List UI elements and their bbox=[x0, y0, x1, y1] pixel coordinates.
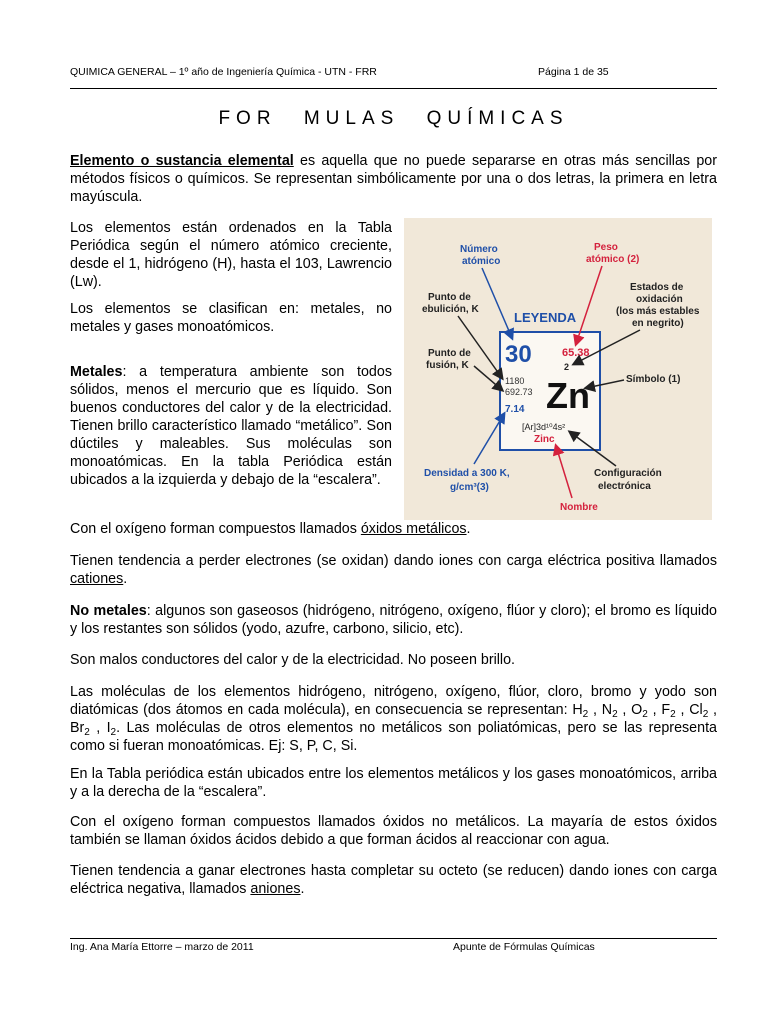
label-ebulicion: ebulición, K bbox=[422, 304, 479, 315]
term-no-metales: No metales bbox=[70, 603, 147, 619]
formula-o2: $O_2$ bbox=[631, 702, 648, 720]
label-atomico: atómico bbox=[462, 256, 501, 267]
footer-document-title: Apunte de Fórmulas Químicas bbox=[453, 941, 595, 953]
header-page-number: Página 1 de 35 bbox=[538, 66, 609, 78]
label-simbolo: Símbolo (1) bbox=[626, 374, 681, 385]
label-peso-atomico: atómico (2) bbox=[586, 254, 640, 265]
paragraph-conductores: Son malos conductores del calor y de la electricidad. No poseen brillo. bbox=[70, 652, 516, 668]
formula-cl2: $Cl_2$ bbox=[689, 702, 709, 720]
electron-config: [Ar]3d¹⁰4s² bbox=[522, 422, 566, 432]
term-cationes: cationes bbox=[70, 571, 124, 587]
density-value: 7.14 bbox=[505, 404, 525, 415]
periodic-legend-figure bbox=[404, 218, 712, 520]
paragraph-no-metales: No metales: algunos son gaseosos (hidrógeno, nitrógeno, oxígeno, flúor y cloro); el bromo es líquido y los restantes son sólidos (yodo, azufre, carbono, silicio, etc). bbox=[70, 603, 718, 637]
label-gcm3: g/cm³(3) bbox=[450, 482, 489, 493]
term-metales: Metales bbox=[70, 364, 123, 380]
label-punto-fus: Punto de bbox=[428, 348, 471, 359]
paragraph-aniones: Tienen tendencia a ganar electrones hasta completar su octeto (se reducen) dando iones con carga eléctrica negativa, llamados aniones. bbox=[70, 863, 717, 897]
label-oxidacion: oxidación bbox=[636, 294, 683, 305]
legend-title: LEYENDA bbox=[514, 310, 577, 325]
boiling-point: 1180 bbox=[505, 376, 525, 386]
oxidation-state: 2 bbox=[564, 362, 570, 372]
paragraph-oxidos-metalicos: Con el oxígeno forman compuestos llamados óxidos metálicos. bbox=[70, 521, 471, 537]
label-estados: Estados de bbox=[630, 282, 684, 293]
paragraph-element-definition: Elemento o sustancia elemental es aquella que no puede separarse en otras más sencillas por métodos físicos o químicos. Se representan simbólicamente por una o dos letras, la primera en letra mayúscula. bbox=[70, 153, 717, 205]
atomic-weight: 65.38 bbox=[562, 347, 590, 359]
label-electronica: electrónica bbox=[598, 481, 651, 492]
paragraph-cationes: Tienen tendencia a perder electrones (se oxidan) dando iones con carga eléctrica positiva llamados cationes. bbox=[70, 553, 717, 587]
page-header bbox=[70, 66, 717, 89]
paragraph-periodic-order: Los elementos están ordenados en la Tabla Periódica según el número atómico creciente, desde el 1, hidrógeno (H), hasta el 103, Lawrencio (Lw). bbox=[70, 220, 392, 290]
formula-n2: $N_2$ bbox=[601, 702, 618, 720]
element-symbol: Zn bbox=[546, 375, 590, 416]
label-nombre: Nombre bbox=[560, 502, 598, 513]
page-footer bbox=[70, 938, 717, 953]
legend-diagram bbox=[404, 218, 712, 520]
formula-br2: $Br_2$ bbox=[70, 720, 90, 738]
label-peso: Peso bbox=[594, 242, 618, 253]
term-elemento: Elemento o sustancia elemental bbox=[70, 153, 294, 169]
label-densidad: Densidad a 300 K, bbox=[424, 468, 510, 479]
paragraph-diatomicas: Las moléculas de los elementos hidrógeno, nitrógeno, oxígeno, flúor, cloro, bromo y yodo son diatómicas (dos átomos en cada molécula), en consecuencia se representan: $H_2$ , $N_2$ , $O_2$ , $F_2$ , $Cl_2$ , $Br_2$ , $I_2$. Las moléculas de otros elementos no metálicos son poliatómicas, pero se las representa como si fueran monoatómicas. Ej: S, P, C, Si. bbox=[70, 684, 718, 754]
footer-author: Ing. Ana María Ettorre – marzo de 2011 bbox=[70, 941, 254, 953]
header-course: QUIMICA GENERAL – 1º año de Ingeniería Química - UTN - FRR bbox=[70, 66, 377, 78]
label-fusion: fusión, K bbox=[426, 360, 469, 371]
paragraph-ubicacion-no-metales: En la Tabla periódica están ubicados entre los elementos metálicos y los gases monoatómicos, arriba y a la derecha de la “escalera”. bbox=[70, 766, 717, 800]
melting-point: 692.73 bbox=[505, 387, 533, 397]
label-mas-estables: (los más estables bbox=[616, 306, 700, 317]
term-aniones: aniones bbox=[250, 881, 301, 897]
formula-i2: $I_2$ bbox=[106, 720, 117, 738]
page-title: FOR MULAS QUÍMICAS bbox=[218, 108, 569, 129]
atomic-number: 30 bbox=[505, 341, 532, 368]
label-configuracion: Configuración bbox=[594, 468, 662, 479]
paragraph-classification: Los elementos se clasifican en: metales, no metales y gases monoatómicos. bbox=[70, 301, 392, 335]
formula-f2: $F_2$ bbox=[661, 702, 676, 720]
term-oxidos-metalicos: óxidos metálicos bbox=[360, 521, 467, 537]
label-negrito: en negrito) bbox=[632, 318, 684, 329]
formula-h2: $H_2$ bbox=[572, 702, 589, 720]
element-name: Zinc bbox=[534, 434, 555, 445]
label-punto-ebul: Punto de bbox=[428, 292, 471, 303]
paragraph-oxidos-no-metalicos: Con el oxígeno forman compuestos llamados óxidos no metálicos. La mayaría de estos óxidos también se llaman óxidos ácidos debido a que forman ácidos al reaccionar con agua. bbox=[70, 814, 717, 848]
label-numero: Número bbox=[460, 244, 498, 255]
paragraph-metales: Metales: a temperatura ambiente son todos sólidos, menos el mercurio que es líquido. Son buenos conductores del calor y de la electricidad. Tienen brillo característico llamado “metálico”. Son dúctiles y maleables. Sus moléculas son monoatómicas. En la tabla Periódica están ubicados a la izquierda y debajo de la “escalera”. bbox=[70, 364, 392, 488]
